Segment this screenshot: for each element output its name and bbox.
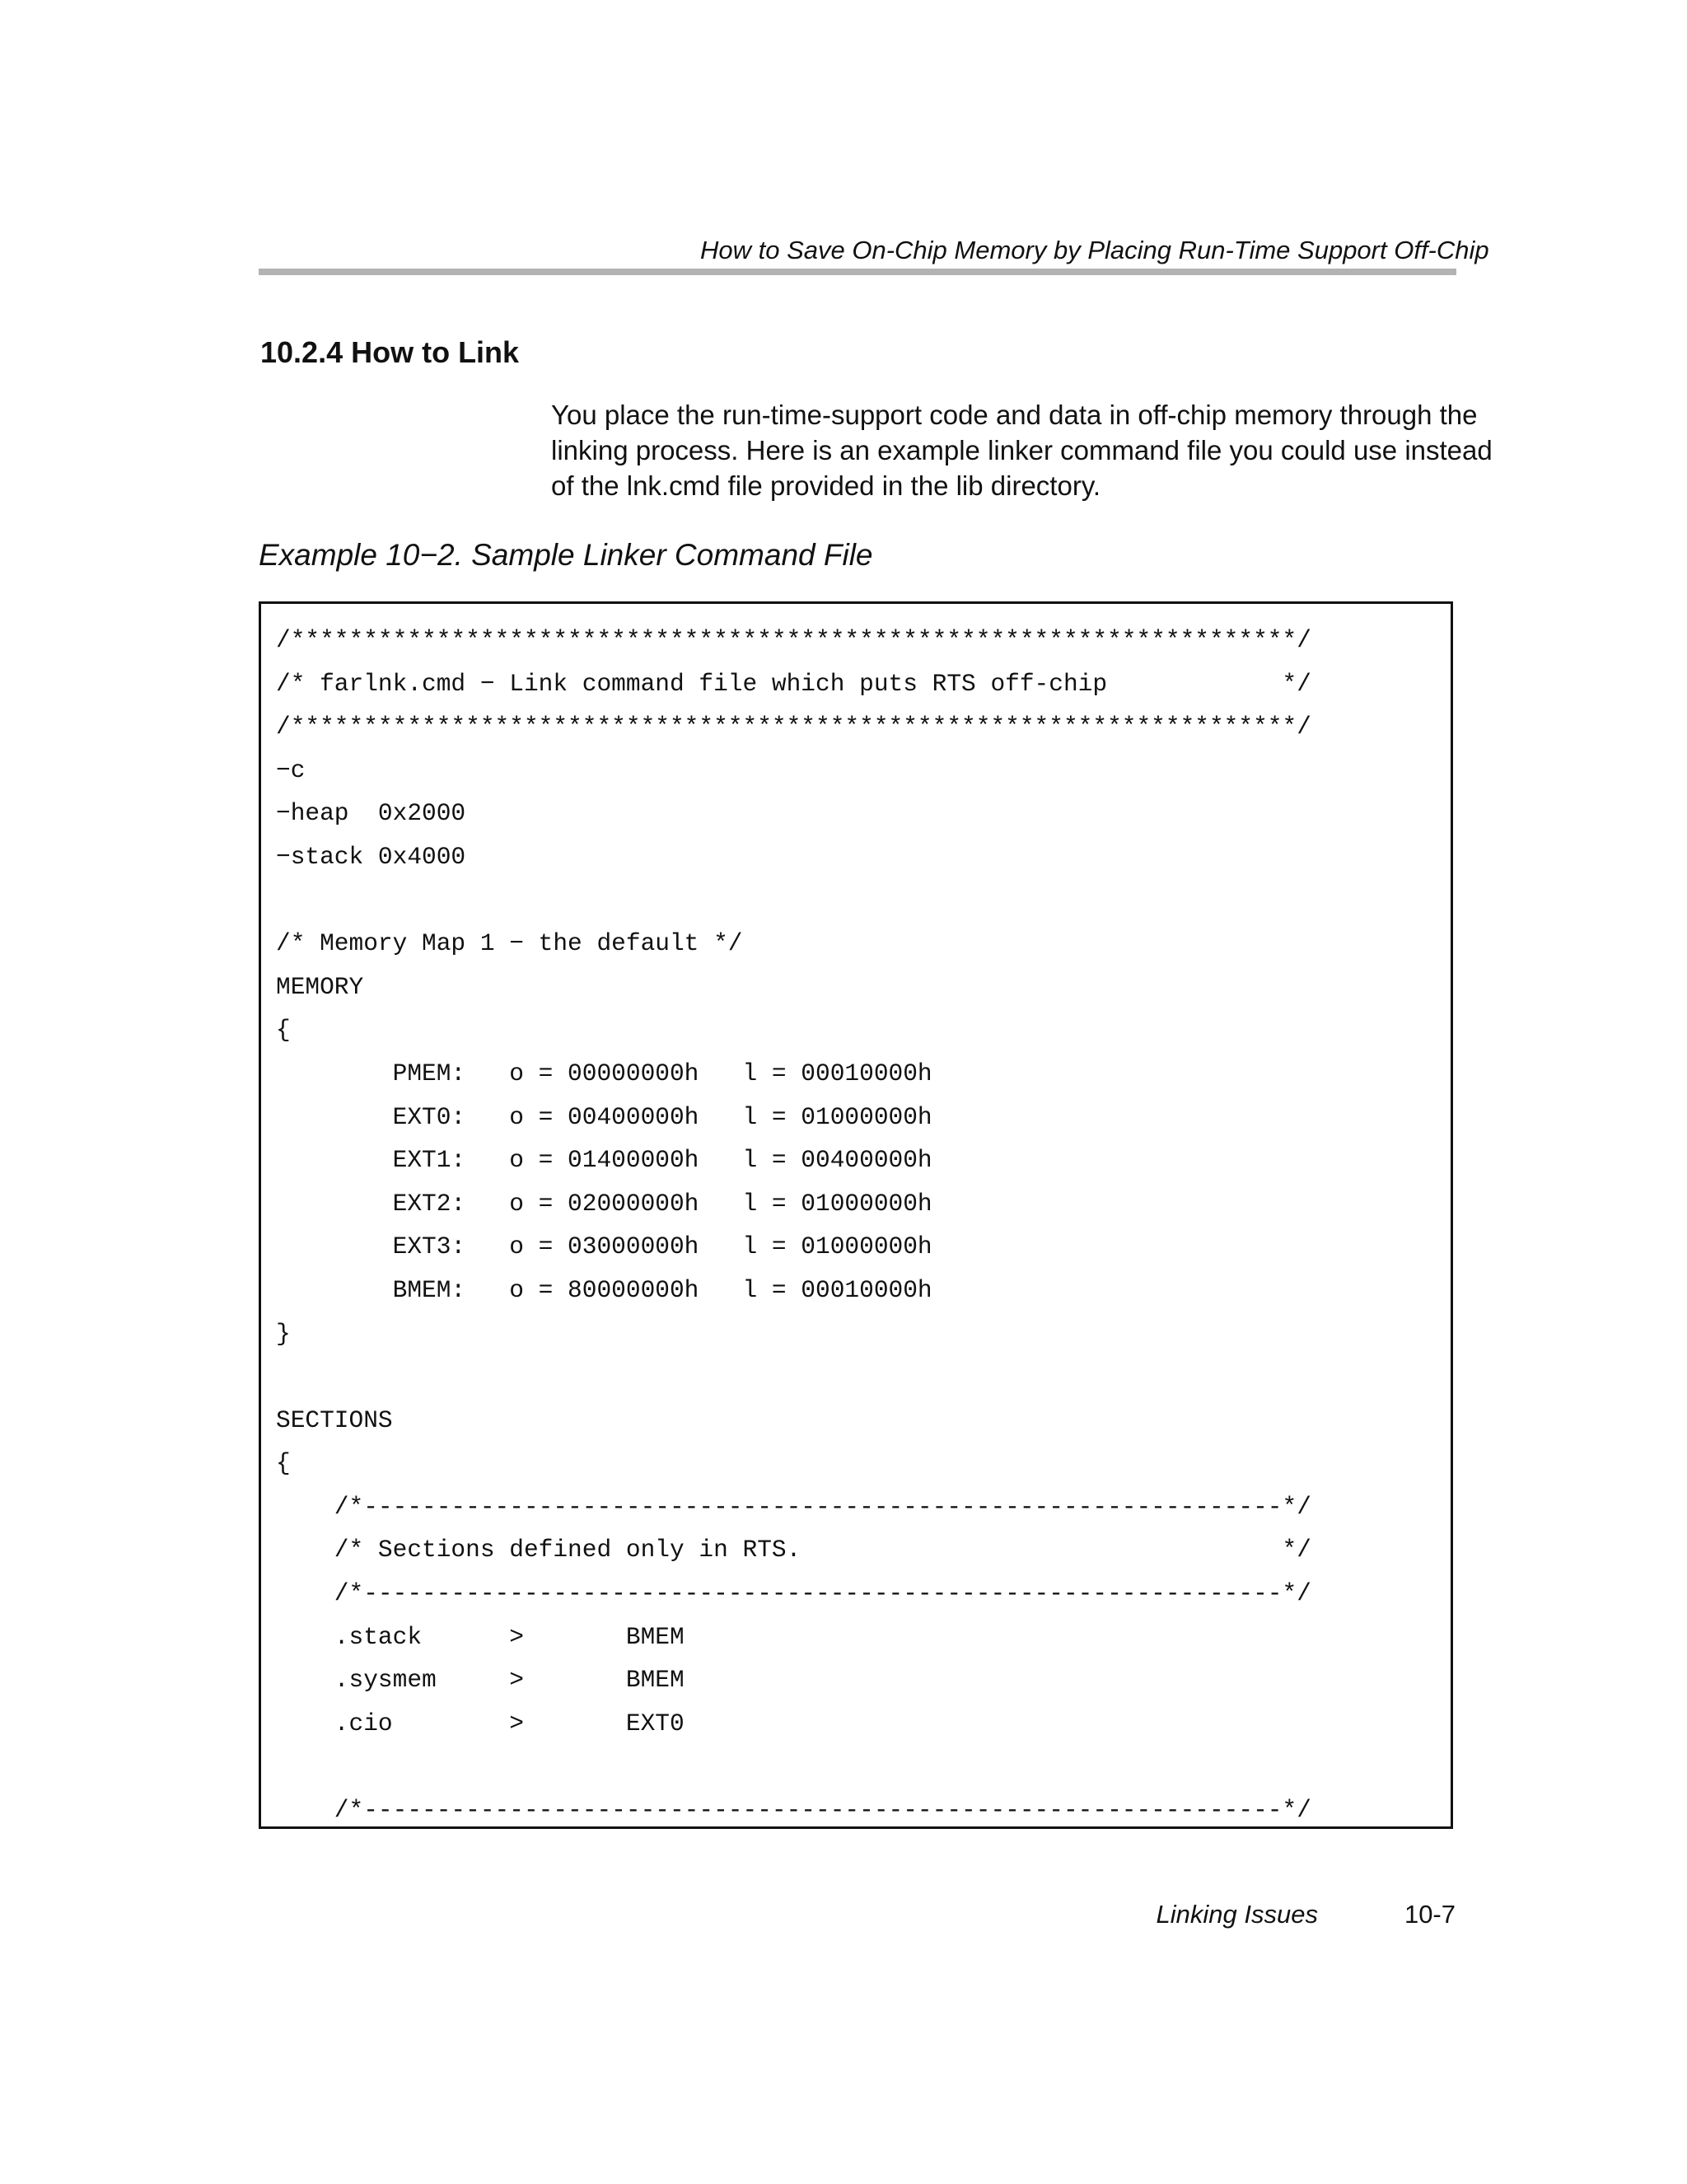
code-line: /*---------------------------------------------------------------*/ xyxy=(276,1796,1311,1825)
intro-line: linking process. Here is an example linker command file you could use instead xyxy=(551,435,1493,465)
code-line: /* Sections defined only in RTS. */ xyxy=(276,1536,1311,1564)
code-line: /*---------------------------------------------------------------*/ xyxy=(276,1492,1311,1521)
code-line: EXT0: o = 00400000h l = 01000000h xyxy=(276,1102,932,1131)
code-listing xyxy=(276,619,1311,1829)
header-rule xyxy=(259,269,1456,275)
intro-line: You place the run-time-support code and data in off-chip memory through the xyxy=(551,400,1478,430)
code-line: /*********************************************************************/ xyxy=(276,626,1311,654)
code-line: /* Memory Map 1 − the default */ xyxy=(276,929,743,958)
code-line: EXT1: o = 01400000h l = 00400000h xyxy=(276,1146,932,1175)
code-line: } xyxy=(276,1319,291,1348)
intro-line: of the lnk.cmd file provided in the lib directory. xyxy=(551,470,1101,501)
code-line: { xyxy=(276,1449,291,1478)
example-caption: Example 10−2. Sample Linker Command File xyxy=(259,538,873,572)
code-line: { xyxy=(276,1016,291,1045)
code-line: .sysmem > BMEM xyxy=(276,1666,685,1695)
code-line: BMEM: o = 80000000h l = 00010000h xyxy=(276,1275,932,1304)
footer-chapter-title: Linking Issues xyxy=(1156,1900,1318,1929)
code-line: SECTIONS xyxy=(276,1405,393,1434)
code-line: −stack 0x4000 xyxy=(276,842,466,871)
code-line: /*********************************************************************/ xyxy=(276,713,1311,741)
code-line: −heap 0x2000 xyxy=(276,799,466,828)
code-line: .stack > BMEM xyxy=(276,1622,685,1651)
code-line: MEMORY xyxy=(276,972,364,1001)
running-header: How to Save On-Chip Memory by Placing Run-Time Support Off-Chip xyxy=(700,236,1489,264)
code-line: −c xyxy=(276,755,306,784)
code-line: .cio > EXT0 xyxy=(276,1709,685,1737)
code-line: /* farlnk.cmd − Link command file which puts RTS off-chip */ xyxy=(276,669,1311,698)
code-line: EXT3: o = 03000000h l = 01000000h xyxy=(276,1232,932,1261)
code-line: EXT2: o = 02000000h l = 01000000h xyxy=(276,1189,932,1218)
code-line: /*---------------------------------------------------------------*/ xyxy=(276,1579,1311,1608)
code-line: PMEM: o = 00000000h l = 00010000h xyxy=(276,1059,932,1087)
footer-page-number: 10-7 xyxy=(1404,1900,1456,1929)
intro-paragraph xyxy=(551,397,1493,503)
code-line xyxy=(276,1745,1311,1789)
section-title: 10.2.4 How to Link xyxy=(260,335,520,369)
code-line xyxy=(276,1355,1311,1399)
code-listing-box xyxy=(259,601,1453,1829)
code-line xyxy=(276,879,1311,923)
